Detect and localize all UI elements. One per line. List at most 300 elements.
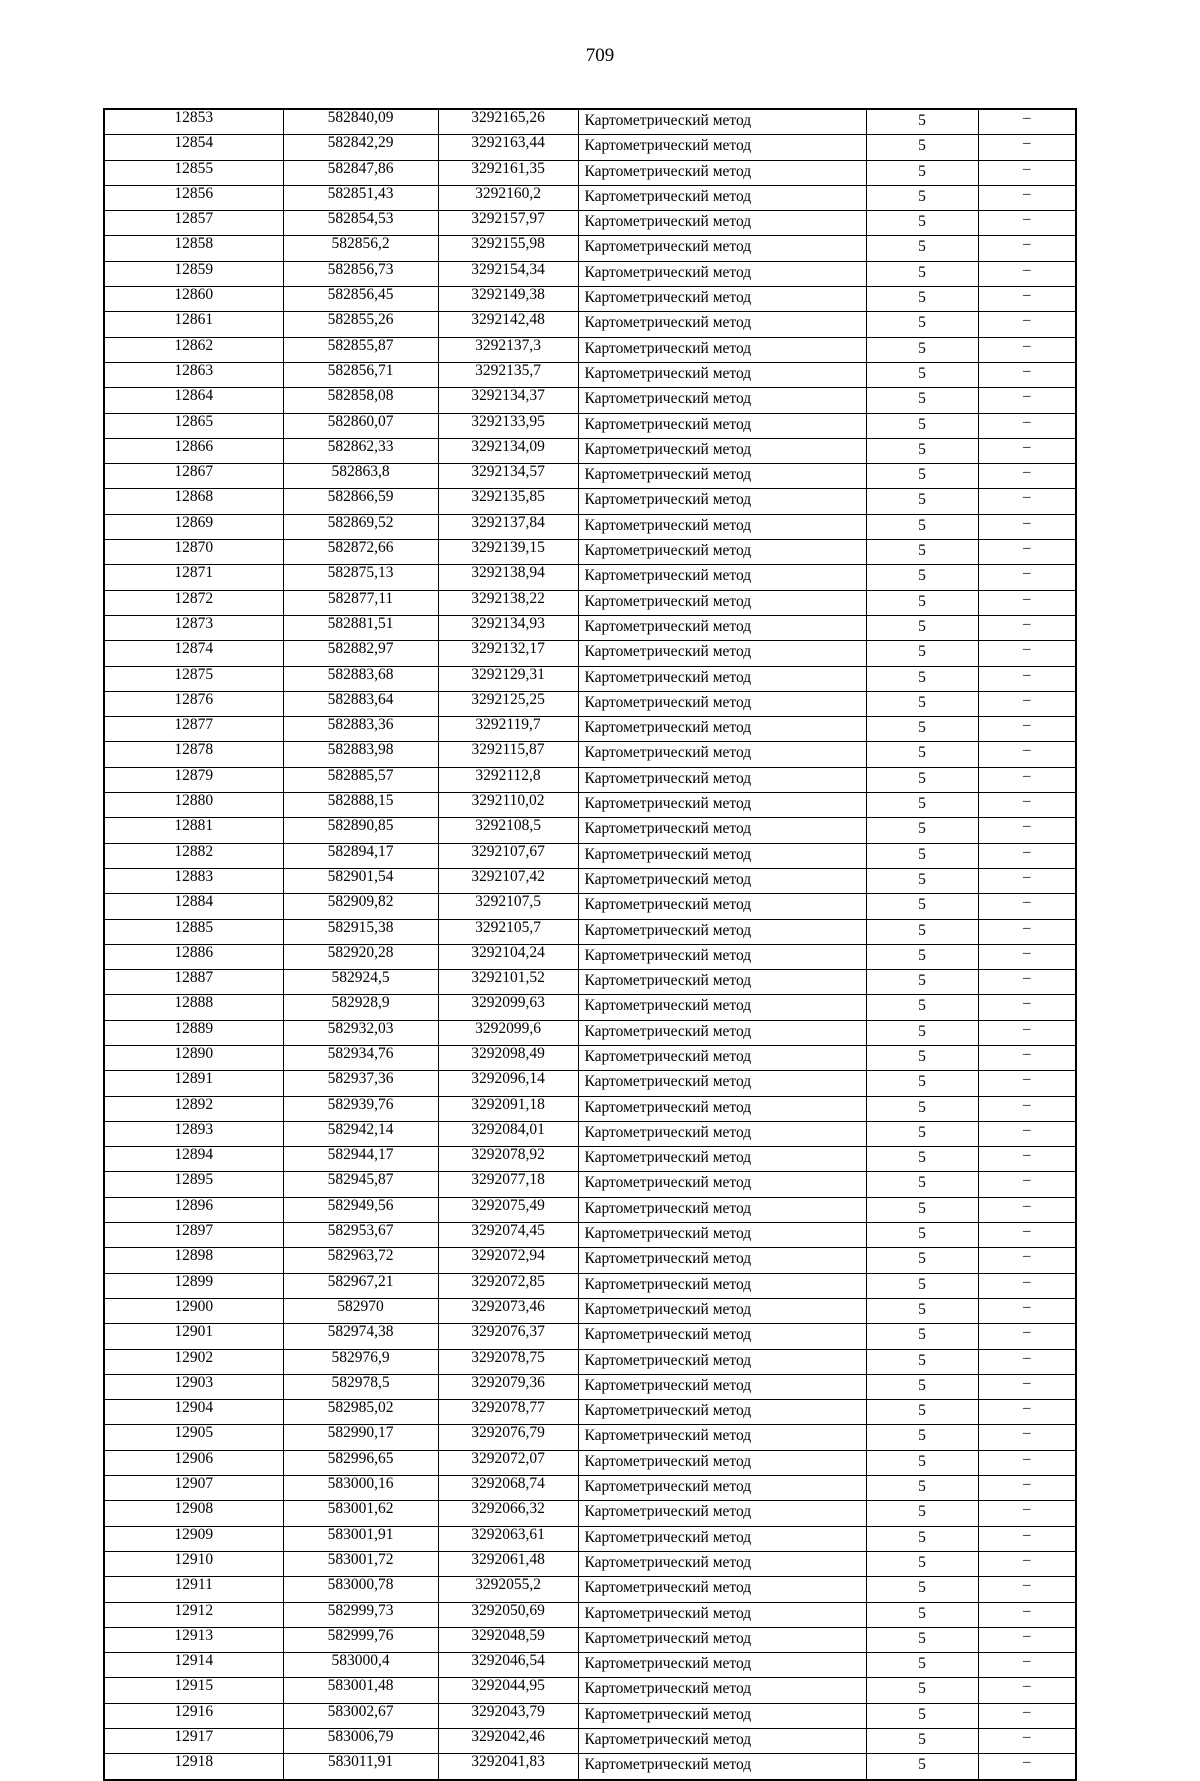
y-coordinate-cell: 3292161,35 <box>438 160 578 185</box>
table-row <box>104 666 1076 691</box>
x-coordinate-cell: 582860,07 <box>283 413 438 438</box>
table-row <box>104 135 1076 160</box>
coordinates-table-body <box>104 109 1076 1780</box>
y-coordinate-cell: 3292163,44 <box>438 135 578 160</box>
y-coordinate-cell: 3292108,5 <box>438 818 578 843</box>
accuracy-cell: 5 <box>866 666 978 691</box>
table-row <box>104 919 1076 944</box>
y-coordinate-cell: 3292112,8 <box>438 767 578 792</box>
accuracy-cell: 5 <box>866 312 978 337</box>
table-row <box>104 160 1076 185</box>
point-number-cell: 12869 <box>104 514 283 539</box>
y-coordinate-cell: 3292066,32 <box>438 1501 578 1526</box>
method-cell: Картометрический метод <box>578 894 866 919</box>
point-number-cell: 12863 <box>104 362 283 387</box>
point-number-cell: 12897 <box>104 1223 283 1248</box>
note-cell: – <box>978 337 1076 362</box>
table-row <box>104 211 1076 236</box>
note-cell: – <box>978 666 1076 691</box>
method-cell: Картометрический метод <box>578 109 866 135</box>
note-cell: – <box>978 388 1076 413</box>
table-row <box>104 1273 1076 1298</box>
accuracy-cell: 5 <box>866 1298 978 1323</box>
table-row <box>104 514 1076 539</box>
accuracy-cell: 5 <box>866 135 978 160</box>
table-row <box>104 261 1076 286</box>
note-cell: – <box>978 236 1076 261</box>
point-number-cell: 12859 <box>104 261 283 286</box>
y-coordinate-cell: 3292073,46 <box>438 1298 578 1323</box>
page-number: 709 <box>585 45 615 66</box>
note-cell: – <box>978 1298 1076 1323</box>
y-coordinate-cell: 3292157,97 <box>438 211 578 236</box>
x-coordinate-cell: 582985,02 <box>283 1400 438 1425</box>
point-number-cell: 12900 <box>104 1298 283 1323</box>
y-coordinate-cell: 3292101,52 <box>438 970 578 995</box>
y-coordinate-cell: 3292135,7 <box>438 362 578 387</box>
x-coordinate-cell: 582866,59 <box>283 489 438 514</box>
method-cell: Картометрический метод <box>578 464 866 489</box>
x-coordinate-cell: 582934,76 <box>283 1045 438 1070</box>
table-row <box>104 1096 1076 1121</box>
accuracy-cell: 5 <box>866 1223 978 1248</box>
accuracy-cell: 5 <box>866 995 978 1020</box>
method-cell: Картометрический метод <box>578 388 866 413</box>
x-coordinate-cell: 582883,98 <box>283 742 438 767</box>
table-row <box>104 185 1076 210</box>
point-number-cell: 12877 <box>104 717 283 742</box>
x-coordinate-cell: 583001,48 <box>283 1678 438 1703</box>
note-cell: – <box>978 1172 1076 1197</box>
x-coordinate-cell: 582944,17 <box>283 1147 438 1172</box>
point-number-cell: 12858 <box>104 236 283 261</box>
note-cell: – <box>978 514 1076 539</box>
x-coordinate-cell: 582909,82 <box>283 894 438 919</box>
note-cell: – <box>978 1526 1076 1551</box>
note-cell: – <box>978 793 1076 818</box>
method-cell: Картометрический метод <box>578 1324 866 1349</box>
x-coordinate-cell: 582937,36 <box>283 1071 438 1096</box>
y-coordinate-cell: 3292078,77 <box>438 1400 578 1425</box>
table-row <box>104 1551 1076 1576</box>
x-coordinate-cell: 582883,64 <box>283 691 438 716</box>
table-row <box>104 641 1076 666</box>
note-cell: – <box>978 1349 1076 1374</box>
note-cell: – <box>978 970 1076 995</box>
accuracy-cell: 5 <box>866 590 978 615</box>
method-cell: Картометрический метод <box>578 1551 866 1576</box>
method-cell: Картометрический метод <box>578 1729 866 1754</box>
y-coordinate-cell: 3292076,37 <box>438 1324 578 1349</box>
point-number-cell: 12880 <box>104 793 283 818</box>
accuracy-cell: 5 <box>866 1045 978 1070</box>
x-coordinate-cell: 582840,09 <box>283 109 438 135</box>
table-row <box>104 1729 1076 1754</box>
point-number-cell: 12873 <box>104 615 283 640</box>
x-coordinate-cell: 582855,87 <box>283 337 438 362</box>
y-coordinate-cell: 3292129,31 <box>438 666 578 691</box>
accuracy-cell: 5 <box>866 843 978 868</box>
y-coordinate-cell: 3292107,42 <box>438 868 578 893</box>
accuracy-cell: 5 <box>866 742 978 767</box>
table-row <box>104 843 1076 868</box>
note-cell: – <box>978 1703 1076 1728</box>
accuracy-cell: 5 <box>866 1476 978 1501</box>
note-cell: – <box>978 1551 1076 1576</box>
note-cell: – <box>978 464 1076 489</box>
method-cell: Картометрический метод <box>578 1045 866 1070</box>
method-cell: Картометрический метод <box>578 236 866 261</box>
note-cell: – <box>978 1678 1076 1703</box>
point-number-cell: 12870 <box>104 540 283 565</box>
point-number-cell: 12881 <box>104 818 283 843</box>
note-cell: – <box>978 717 1076 742</box>
x-coordinate-cell: 582894,17 <box>283 843 438 868</box>
method-cell: Картометрический метод <box>578 1248 866 1273</box>
point-number-cell: 12887 <box>104 970 283 995</box>
accuracy-cell: 5 <box>866 287 978 312</box>
table-row <box>104 438 1076 463</box>
note-cell: – <box>978 1754 1076 1780</box>
accuracy-cell: 5 <box>866 1653 978 1678</box>
note-cell: – <box>978 1450 1076 1475</box>
table-row <box>104 1476 1076 1501</box>
y-coordinate-cell: 3292099,6 <box>438 1020 578 1045</box>
point-number-cell: 12899 <box>104 1273 283 1298</box>
x-coordinate-cell: 582996,65 <box>283 1450 438 1475</box>
table-row <box>104 1754 1076 1780</box>
note-cell: – <box>978 565 1076 590</box>
note-cell: – <box>978 135 1076 160</box>
note-cell: – <box>978 438 1076 463</box>
y-coordinate-cell: 3292135,85 <box>438 489 578 514</box>
y-coordinate-cell: 3292091,18 <box>438 1096 578 1121</box>
method-cell: Картометрический метод <box>578 793 866 818</box>
point-number-cell: 12879 <box>104 767 283 792</box>
table-row <box>104 540 1076 565</box>
method-cell: Картометрический метод <box>578 742 866 767</box>
x-coordinate-cell: 582953,67 <box>283 1223 438 1248</box>
y-coordinate-cell: 3292165,26 <box>438 109 578 135</box>
note-cell: – <box>978 615 1076 640</box>
x-coordinate-cell: 582890,85 <box>283 818 438 843</box>
method-cell: Картометрический метод <box>578 1400 866 1425</box>
y-coordinate-cell: 3292084,01 <box>438 1121 578 1146</box>
x-coordinate-cell: 582924,5 <box>283 970 438 995</box>
note-cell: – <box>978 1602 1076 1627</box>
table-row <box>104 1678 1076 1703</box>
x-coordinate-cell: 582990,17 <box>283 1425 438 1450</box>
point-number-cell: 12853 <box>104 109 283 135</box>
x-coordinate-cell: 582855,26 <box>283 312 438 337</box>
y-coordinate-cell: 3292043,79 <box>438 1703 578 1728</box>
accuracy-cell: 5 <box>866 1577 978 1602</box>
x-coordinate-cell: 583001,91 <box>283 1526 438 1551</box>
note-cell: – <box>978 691 1076 716</box>
x-coordinate-cell: 582883,36 <box>283 717 438 742</box>
table-row <box>104 109 1076 135</box>
method-cell: Картометрический метод <box>578 565 866 590</box>
point-number-cell: 12874 <box>104 641 283 666</box>
note-cell: – <box>978 261 1076 286</box>
table-row <box>104 590 1076 615</box>
table-row <box>104 742 1076 767</box>
y-coordinate-cell: 3292050,69 <box>438 1602 578 1627</box>
accuracy-cell: 5 <box>866 388 978 413</box>
method-cell: Картометрический метод <box>578 818 866 843</box>
method-cell: Картометрический метод <box>578 1374 866 1399</box>
note-cell: – <box>978 767 1076 792</box>
method-cell: Картометрический метод <box>578 1602 866 1627</box>
y-coordinate-cell: 3292072,94 <box>438 1248 578 1273</box>
accuracy-cell: 5 <box>866 540 978 565</box>
table-row <box>104 717 1076 742</box>
accuracy-cell: 5 <box>866 1400 978 1425</box>
method-cell: Картометрический метод <box>578 362 866 387</box>
x-coordinate-cell: 583006,79 <box>283 1729 438 1754</box>
accuracy-cell: 5 <box>866 970 978 995</box>
point-number-cell: 12891 <box>104 1071 283 1096</box>
method-cell: Картометрический метод <box>578 337 866 362</box>
point-number-cell: 12898 <box>104 1248 283 1273</box>
table-row <box>104 1172 1076 1197</box>
point-number-cell: 12872 <box>104 590 283 615</box>
method-cell: Картометрический метод <box>578 1425 866 1450</box>
accuracy-cell: 5 <box>866 211 978 236</box>
y-coordinate-cell: 3292041,83 <box>438 1754 578 1780</box>
x-coordinate-cell: 582967,21 <box>283 1273 438 1298</box>
point-number-cell: 12905 <box>104 1425 283 1450</box>
table-row <box>104 1703 1076 1728</box>
accuracy-cell: 5 <box>866 919 978 944</box>
note-cell: – <box>978 641 1076 666</box>
y-coordinate-cell: 3292149,38 <box>438 287 578 312</box>
table-row <box>104 287 1076 312</box>
accuracy-cell: 5 <box>866 1678 978 1703</box>
point-number-cell: 12913 <box>104 1627 283 1652</box>
accuracy-cell: 5 <box>866 438 978 463</box>
method-cell: Картометрический метод <box>578 995 866 1020</box>
note-cell: – <box>978 160 1076 185</box>
point-number-cell: 12892 <box>104 1096 283 1121</box>
table-row <box>104 388 1076 413</box>
point-number-cell: 12878 <box>104 742 283 767</box>
y-coordinate-cell: 3292104,24 <box>438 944 578 969</box>
y-coordinate-cell: 3292115,87 <box>438 742 578 767</box>
table-row <box>104 970 1076 995</box>
x-coordinate-cell: 582856,71 <box>283 362 438 387</box>
accuracy-cell: 5 <box>866 337 978 362</box>
method-cell: Картометрический метод <box>578 970 866 995</box>
accuracy-cell: 5 <box>866 1551 978 1576</box>
table-row <box>104 464 1076 489</box>
table-row <box>104 818 1076 843</box>
accuracy-cell: 5 <box>866 1450 978 1475</box>
method-cell: Картометрический метод <box>578 1501 866 1526</box>
note-cell: – <box>978 1121 1076 1146</box>
method-cell: Картометрический метод <box>578 717 866 742</box>
accuracy-cell: 5 <box>866 109 978 135</box>
y-coordinate-cell: 3292107,5 <box>438 894 578 919</box>
point-number-cell: 12868 <box>104 489 283 514</box>
y-coordinate-cell: 3292139,15 <box>438 540 578 565</box>
table-row <box>104 362 1076 387</box>
method-cell: Картометрический метод <box>578 1223 866 1248</box>
x-coordinate-cell: 583000,78 <box>283 1577 438 1602</box>
accuracy-cell: 5 <box>866 818 978 843</box>
x-coordinate-cell: 582949,56 <box>283 1197 438 1222</box>
method-cell: Картометрический метод <box>578 261 866 286</box>
x-coordinate-cell: 582858,08 <box>283 388 438 413</box>
accuracy-cell: 5 <box>866 1501 978 1526</box>
table-row <box>104 1248 1076 1273</box>
point-number-cell: 12857 <box>104 211 283 236</box>
y-coordinate-cell: 3292078,92 <box>438 1147 578 1172</box>
table-row <box>104 995 1076 1020</box>
accuracy-cell: 5 <box>866 793 978 818</box>
y-coordinate-cell: 3292107,67 <box>438 843 578 868</box>
y-coordinate-cell: 3292072,85 <box>438 1273 578 1298</box>
method-cell: Картометрический метод <box>578 1121 866 1146</box>
table-row <box>104 1450 1076 1475</box>
x-coordinate-cell: 582928,9 <box>283 995 438 1020</box>
point-number-cell: 12861 <box>104 312 283 337</box>
table-row <box>104 894 1076 919</box>
y-coordinate-cell: 3292137,84 <box>438 514 578 539</box>
table-row <box>104 1501 1076 1526</box>
table-row <box>104 1653 1076 1678</box>
y-coordinate-cell: 3292160,2 <box>438 185 578 210</box>
accuracy-cell: 5 <box>866 1374 978 1399</box>
coordinates-table <box>103 108 1077 1781</box>
note-cell: – <box>978 185 1076 210</box>
note-cell: – <box>978 489 1076 514</box>
method-cell: Картометрический метод <box>578 944 866 969</box>
x-coordinate-cell: 582856,45 <box>283 287 438 312</box>
method-cell: Картометрический метод <box>578 1147 866 1172</box>
x-coordinate-cell: 582932,03 <box>283 1020 438 1045</box>
method-cell: Картометрический метод <box>578 135 866 160</box>
point-number-cell: 12894 <box>104 1147 283 1172</box>
table-row <box>104 1147 1076 1172</box>
accuracy-cell: 5 <box>866 1627 978 1652</box>
accuracy-cell: 5 <box>866 1248 978 1273</box>
y-coordinate-cell: 3292132,17 <box>438 641 578 666</box>
method-cell: Картометрический метод <box>578 1678 866 1703</box>
x-coordinate-cell: 582862,33 <box>283 438 438 463</box>
accuracy-cell: 5 <box>866 185 978 210</box>
y-coordinate-cell: 3292076,79 <box>438 1425 578 1450</box>
point-number-cell: 12902 <box>104 1349 283 1374</box>
accuracy-cell: 5 <box>866 160 978 185</box>
x-coordinate-cell: 582847,86 <box>283 160 438 185</box>
note-cell: – <box>978 312 1076 337</box>
y-coordinate-cell: 3292125,25 <box>438 691 578 716</box>
table-row <box>104 1400 1076 1425</box>
accuracy-cell: 5 <box>866 1020 978 1045</box>
point-number-cell: 12918 <box>104 1754 283 1780</box>
point-number-cell: 12871 <box>104 565 283 590</box>
y-coordinate-cell: 3292134,57 <box>438 464 578 489</box>
method-cell: Картометрический метод <box>578 919 866 944</box>
method-cell: Картометрический метод <box>578 1096 866 1121</box>
y-coordinate-cell: 3292134,09 <box>438 438 578 463</box>
note-cell: – <box>978 287 1076 312</box>
note-cell: – <box>978 1729 1076 1754</box>
point-number-cell: 12906 <box>104 1450 283 1475</box>
x-coordinate-cell: 582978,5 <box>283 1374 438 1399</box>
table-row <box>104 615 1076 640</box>
method-cell: Картометрический метод <box>578 1653 866 1678</box>
method-cell: Картометрический метод <box>578 641 866 666</box>
note-cell: – <box>978 109 1076 135</box>
table-row <box>104 868 1076 893</box>
x-coordinate-cell: 583001,62 <box>283 1501 438 1526</box>
x-coordinate-cell: 582869,52 <box>283 514 438 539</box>
method-cell: Картометрический метод <box>578 1526 866 1551</box>
method-cell: Картометрический метод <box>578 1172 866 1197</box>
table-row <box>104 1374 1076 1399</box>
method-cell: Картометрический метод <box>578 1754 866 1780</box>
y-coordinate-cell: 3292134,37 <box>438 388 578 413</box>
table-row <box>104 413 1076 438</box>
point-number-cell: 12862 <box>104 337 283 362</box>
table-row <box>104 944 1076 969</box>
note-cell: – <box>978 1071 1076 1096</box>
y-coordinate-cell: 3292138,22 <box>438 590 578 615</box>
method-cell: Картометрический метод <box>578 868 866 893</box>
point-number-cell: 12855 <box>104 160 283 185</box>
note-cell: – <box>978 1045 1076 1070</box>
point-number-cell: 12916 <box>104 1703 283 1728</box>
point-number-cell: 12890 <box>104 1045 283 1070</box>
point-number-cell: 12915 <box>104 1678 283 1703</box>
note-cell: – <box>978 1020 1076 1045</box>
note-cell: – <box>978 995 1076 1020</box>
table-row <box>104 1298 1076 1323</box>
table-row <box>104 1627 1076 1652</box>
note-cell: – <box>978 1476 1076 1501</box>
note-cell: – <box>978 413 1076 438</box>
note-cell: – <box>978 211 1076 236</box>
point-number-cell: 12883 <box>104 868 283 893</box>
point-number-cell: 12914 <box>104 1653 283 1678</box>
note-cell: – <box>978 1627 1076 1652</box>
accuracy-cell: 5 <box>866 1602 978 1627</box>
point-number-cell: 12885 <box>104 919 283 944</box>
note-cell: – <box>978 742 1076 767</box>
x-coordinate-cell: 583000,4 <box>283 1653 438 1678</box>
point-number-cell: 12864 <box>104 388 283 413</box>
accuracy-cell: 5 <box>866 944 978 969</box>
y-coordinate-cell: 3292137,3 <box>438 337 578 362</box>
accuracy-cell: 5 <box>866 868 978 893</box>
method-cell: Картометрический метод <box>578 1627 866 1652</box>
table-row <box>104 1020 1076 1045</box>
accuracy-cell: 5 <box>866 1324 978 1349</box>
x-coordinate-cell: 582856,2 <box>283 236 438 261</box>
y-coordinate-cell: 3292105,7 <box>438 919 578 944</box>
method-cell: Картометрический метод <box>578 540 866 565</box>
method-cell: Картометрический метод <box>578 312 866 337</box>
table-row <box>104 337 1076 362</box>
y-coordinate-cell: 3292044,95 <box>438 1678 578 1703</box>
x-coordinate-cell: 582877,11 <box>283 590 438 615</box>
point-number-cell: 12889 <box>104 1020 283 1045</box>
accuracy-cell: 5 <box>866 1273 978 1298</box>
point-number-cell: 12895 <box>104 1172 283 1197</box>
point-number-cell: 12876 <box>104 691 283 716</box>
